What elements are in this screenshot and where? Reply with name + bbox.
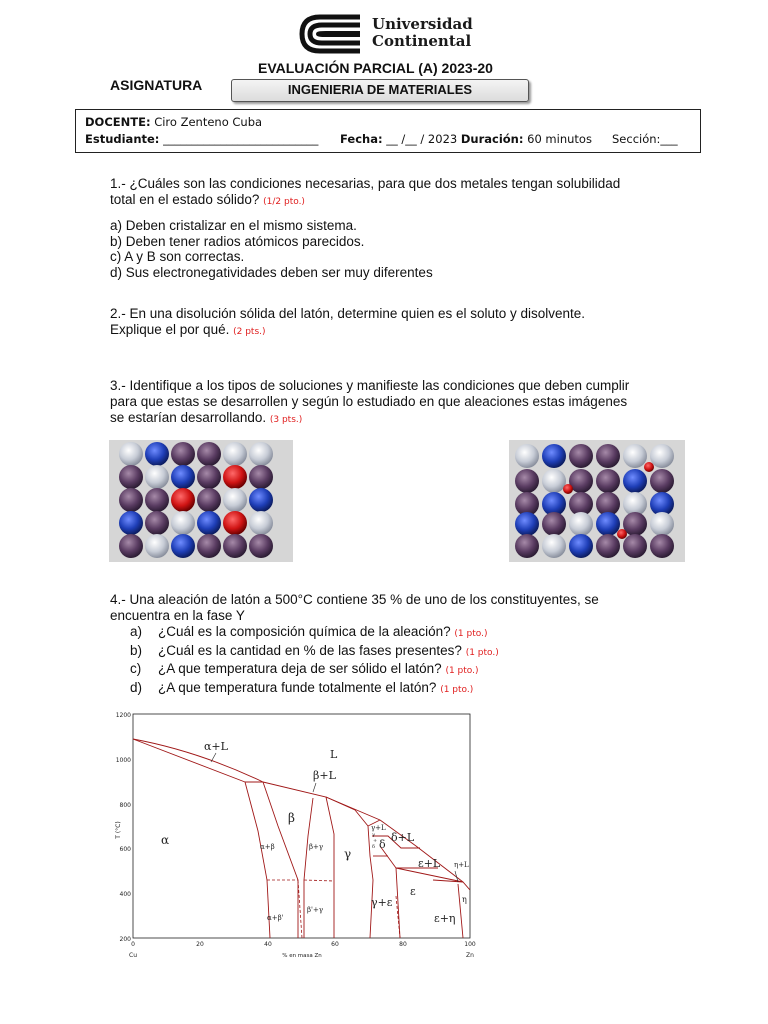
subquestion-b: b) ¿Cuál es la cantidad en % de las fases presentes? (1 pto.): [130, 642, 499, 658]
option-b[interactable]: b) Deben tener radios atómicos parecidos.: [110, 233, 365, 249]
phase-label: γ + δ: [372, 832, 378, 850]
phase-label: ε: [410, 885, 416, 898]
phase-label: β+L: [313, 769, 336, 782]
section-field[interactable]: ___: [660, 132, 678, 146]
x-tick: 40: [264, 941, 272, 948]
phase-label: γ: [344, 847, 352, 861]
substitutional-solution-image: [109, 440, 293, 562]
phase-label: β: [288, 811, 295, 825]
question-4-line1: 4.- Una aleación de latón a 500°C contiene 35 % de uno de los constituyentes, se: [110, 592, 599, 607]
question-2-points: (2 pts.): [233, 327, 266, 337]
question-3-line2: para que estas se desarrollen y según lo estudiado en que aleaciones estas imágenes: [110, 394, 628, 409]
y-tick: 600: [119, 846, 131, 853]
phase-label: γ+ε: [371, 896, 393, 909]
phase-label: γ+L: [371, 824, 386, 832]
phase-label: β+γ: [309, 843, 324, 851]
phase-label: ε+L: [418, 857, 441, 870]
question-4-line2: encuentra en la fase Y: [110, 608, 245, 623]
subquestion-a: a) ¿Cuál es la composición química de la aleación? (1 pto.): [130, 624, 488, 639]
subquestion-c: c) ¿A que temperatura deja de ser sólido el latón? (1 pto.): [130, 661, 479, 676]
option-d[interactable]: d) Sus electronegatividades deben ser muy diferentes: [110, 264, 433, 280]
x-tick: 60: [331, 941, 339, 948]
phase-label: L: [330, 748, 338, 761]
question-1-line1: 1.- ¿Cuáles son las condiciones necesarias, para que dos metales tengan solubilidad: [110, 176, 621, 191]
left-element-label: Cu: [129, 952, 137, 959]
phase-label: η: [462, 895, 467, 904]
right-element-label: Zn: [466, 952, 474, 959]
x-axis-ticks: [131, 941, 476, 948]
x-axis-label: % en masa Zn: [282, 953, 322, 959]
subquestion-d: d) ¿A que temperatura funde totalmente el latón? (1 pto.): [130, 679, 474, 695]
x-tick: 100: [464, 941, 476, 948]
y-tick: 200: [119, 936, 131, 943]
y-tick: 800: [119, 802, 131, 809]
question-1-points: (1/2 pto.): [263, 197, 305, 207]
phase-label: δ+L: [391, 831, 415, 844]
question-3: [110, 378, 670, 428]
x-tick: 20: [196, 941, 204, 948]
option-a[interactable]: a) Deben cristalizar en el mismo sistema.: [110, 218, 357, 233]
question-3-points: (3 pts.): [269, 415, 303, 425]
question-1-options: [110, 218, 433, 280]
y-tick: 1200: [115, 712, 131, 719]
phase-label: α+β': [267, 914, 284, 922]
phase-label: β'+γ: [307, 906, 324, 914]
option-c[interactable]: c) A y B son correctas.: [110, 249, 245, 264]
duration-value: 60 minutos: [527, 132, 592, 146]
question-2: [110, 306, 670, 340]
teacher-name: Ciro Zenteno Cuba: [154, 115, 263, 129]
phase-label: ε+η: [434, 912, 456, 925]
question-4: [110, 592, 670, 624]
question-4-subquestions: [130, 624, 499, 698]
student-row: [85, 132, 318, 146]
question-3-line1: 3.- Identifique a los tipos de soluciones y manifieste las condiciones que deben cumplir: [110, 378, 630, 393]
exam-title: EVALUACIÓN PARCIAL (A) 2023-20: [258, 60, 493, 76]
question-3-line3: se estarían desarrollando. (3 pts.): [110, 410, 303, 425]
question-2-line2: Explique el por qué. (2 pts.): [110, 322, 266, 337]
university-logo-icon: [298, 14, 364, 54]
student-field[interactable]: ___________________________: [163, 132, 319, 146]
duration-label: Duración:: [460, 132, 524, 146]
question-1-line2: total en el estado sólido? (1/2 pto.): [110, 192, 305, 207]
question-1: [110, 176, 670, 210]
exam-info-box: [75, 109, 701, 153]
teacher-row: [85, 115, 262, 129]
phase-label: α: [161, 833, 170, 847]
course-name: INGENIERIA DE MATERIALES: [231, 79, 529, 102]
y-tick: 400: [119, 891, 131, 898]
phase-label: δ: [379, 838, 386, 851]
interstitial-solution-image: [509, 440, 685, 562]
phase-label: α+L: [204, 740, 228, 753]
teacher-label: DOCENTE:: [85, 115, 151, 129]
x-tick: 0: [131, 941, 135, 948]
university-name: Universidad Continental: [372, 15, 473, 50]
cu-zn-phase-diagram: [108, 706, 480, 964]
date-field[interactable]: __ /__ / 2023: [386, 132, 458, 146]
section-row: [612, 132, 678, 146]
x-tick: 80: [399, 941, 407, 948]
y-tick: 1000: [115, 757, 131, 764]
date-row: [340, 132, 592, 146]
subject-label: ASIGNATURA: [110, 77, 203, 93]
phase-label: η+L: [454, 861, 469, 869]
student-label: Estudiante:: [85, 132, 160, 146]
date-label: Fecha:: [340, 132, 383, 146]
y-axis-label: T (°C): [115, 821, 122, 839]
section-label: Sección:: [612, 132, 661, 146]
phase-label: α+β: [260, 843, 275, 851]
question-2-line1: 2.- En una disolución sólida del latón, determine quien es el soluto y disolvente.: [110, 306, 586, 321]
